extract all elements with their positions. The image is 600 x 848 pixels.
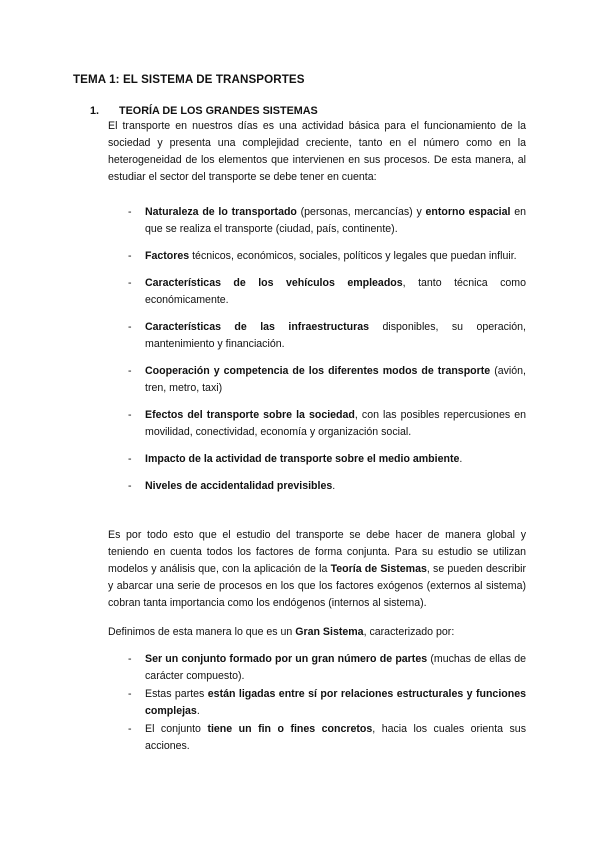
item-bold-text: Impacto de la actividad de transporte sobre el medio ambiente <box>145 453 460 465</box>
dash-bullet: - <box>128 653 132 665</box>
item-text: El conjunto <box>145 723 208 735</box>
list-item <box>108 275 526 309</box>
dash-bullet: - <box>128 321 132 333</box>
section-title: TEORÍA DE LOS GRANDES SISTEMAS <box>119 105 318 117</box>
item-text: técnicos, económicos, sociales, políticos y legales que puedan influir. <box>189 250 517 262</box>
dash-bullet: - <box>128 250 132 262</box>
factors-list <box>108 204 526 495</box>
item-bold-text: Cooperación y competencia de los diferentes modos de transporte <box>145 365 491 377</box>
paragraph-text: Es por todo esto que el estudio del transporte se debe hacer de manera global y teniendo en cuenta todos los factores de forma conjunta. Para su estudio se utilizan modelos y análisis que, con la aplicación de la <box>108 529 526 575</box>
item-bold-text: están ligadas entre sí por relaciones estructurales y funciones complejas <box>145 688 526 717</box>
list-item <box>108 204 526 238</box>
page-title: TEMA 1: EL SISTEMA DE TRANSPORTES <box>73 73 305 86</box>
item-bold-text: Niveles de accidentalidad previsibles <box>145 480 333 492</box>
item-bold-text: entorno espacial <box>425 206 511 218</box>
paragraph-bold-text: Gran Sistema <box>295 626 364 638</box>
dash-bullet: - <box>128 206 132 218</box>
paragraph-text: , caracterizado por: <box>363 626 455 638</box>
list-item <box>108 721 526 755</box>
item-bold-text: Naturaleza de lo transportado <box>145 206 297 218</box>
paragraph-bold-text: Teoría de Sistemas <box>330 563 427 575</box>
item-text: , con las posibles repercusiones en movilidad, conectividad, economía y organización social. <box>145 409 526 438</box>
item-text: . <box>459 453 463 465</box>
item-text: (muchas de ellas de carácter compuesto). <box>145 653 527 682</box>
list-item <box>108 407 526 441</box>
dash-bullet: - <box>128 453 132 465</box>
item-bold-text: Características de las infraestructuras <box>145 321 370 333</box>
dash-bullet: - <box>128 277 132 289</box>
list-item <box>108 248 526 265</box>
paragraph-text: , se pueden describir y abarcar una serie de procesos en los que los factores exógenos (externos al sistema) cobran tanta importancia como los endógenos (internos al sistema). <box>108 563 526 609</box>
item-text: (avión, tren, metro, taxi) <box>145 365 526 394</box>
item-text: (personas, mercancías) y <box>296 206 426 218</box>
item-text: , hacia los cuales orienta sus acciones. <box>145 723 526 752</box>
intro-paragraph: El transporte en nuestros días es una actividad básica para el funcionamiento de la sociedad y presenta una complejidad creciente, tanto en el número como en la heterogeneidad de los elementos que intervienen en sus procesos. De esta manera, al estudiar el sector del transporte se debe tener en cuenta: <box>108 120 526 183</box>
list-item <box>108 451 526 468</box>
item-bold-text: Ser un conjunto formado por un gran número de partes <box>145 653 428 665</box>
list-item <box>108 651 526 685</box>
dash-bullet: - <box>128 480 132 492</box>
item-bold-text: Efectos del transporte sobre la sociedad <box>145 409 355 421</box>
systems-paragraph <box>108 527 526 612</box>
dash-bullet: - <box>128 688 132 700</box>
section-number: 1. <box>90 105 100 117</box>
definition-paragraph <box>108 624 526 641</box>
list-item <box>108 363 526 397</box>
item-text: en que se realiza el transporte (ciudad, país, continente). <box>145 206 526 235</box>
item-bold-text: Factores <box>145 250 190 262</box>
item-text: . <box>196 705 200 717</box>
item-bold-text: Características de los vehículos empleados <box>145 277 403 289</box>
list-item <box>108 319 526 353</box>
list-item <box>108 686 526 720</box>
paragraph-text: Definimos de esta manera lo que es un <box>108 626 296 638</box>
dash-bullet: - <box>128 365 132 377</box>
list-item <box>108 478 526 495</box>
item-text: , tanto técnica como económicamente. <box>145 277 527 306</box>
features-list <box>108 651 526 755</box>
dash-bullet: - <box>128 723 132 735</box>
item-text: disponibles, su operación, mantenimiento y financiación. <box>145 321 526 350</box>
item-bold-text: tiene un fin o fines concretos <box>207 723 373 735</box>
dash-bullet: - <box>128 409 132 421</box>
item-text: . <box>332 480 336 492</box>
item-text: Estas partes <box>145 688 208 700</box>
